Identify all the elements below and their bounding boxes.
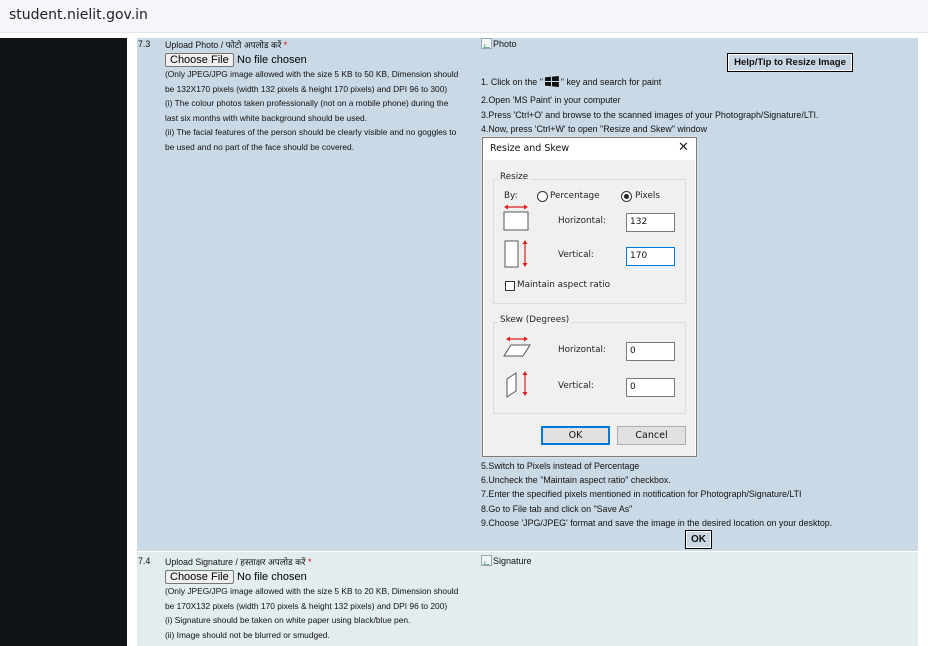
photo-file-status: No file chosen xyxy=(237,54,307,66)
dialog-cancel-button: Cancel xyxy=(617,426,686,445)
photo-item-number: 7.3 xyxy=(138,39,151,49)
skew-vertical-label: Vertical: xyxy=(558,381,594,391)
resize-horizontal-icon xyxy=(503,203,531,233)
broken-image-icon xyxy=(481,555,492,566)
help-step-1: 1. Click on the " " key and search for paint xyxy=(481,77,662,87)
skew-vertical-icon xyxy=(505,370,533,400)
dialog-body xyxy=(484,160,695,456)
photo-instructions: (Only JPEG/JPG image allowed with the size 5 KB to 50 KB, Dimension should be 132X170 pixels (width 132 pixels & height 170 pixels) and DPI 96 to 300) (i) The colour photos taken professionally (not on a mobile phone) during the last six months with white background should be used. (ii) The facial features of the person should be clearly visible and no goggles to be used and no part of the face should be covered. xyxy=(165,69,459,152)
signature-label: Upload Signature / हस्ताक्षर अपलोड करें * xyxy=(165,557,312,567)
skew-vertical-field: 0 xyxy=(626,378,675,397)
pixels-label: Pixels xyxy=(635,191,660,201)
skew-group-title: Skew (Degrees) xyxy=(500,315,570,325)
resize-horizontal-field: 132 xyxy=(626,213,675,232)
skew-horizontal-label: Horizontal: xyxy=(558,345,606,355)
address-bar[interactable] xyxy=(0,0,928,33)
photo-preview-image: Photo xyxy=(481,38,517,49)
windows-key-icon xyxy=(545,76,559,87)
resize-vertical-icon xyxy=(504,239,532,269)
percentage-label: Percentage xyxy=(550,191,600,201)
url-text: student.nielit.gov.in xyxy=(9,7,148,23)
left-sidebar xyxy=(0,38,127,646)
maintain-aspect-label: Maintain aspect ratio xyxy=(517,280,610,290)
skew-horizontal-field: 0 xyxy=(626,342,675,361)
dialog-title: Resize and Skew xyxy=(490,143,570,154)
help-steps-bottom: 5.Switch to Pixels instead of Percentage 6.Uncheck the "Maintain aspect ratio" checkbox. 7.Enter the specified pixels mentioned in notification for Photograph/Signature/LTI 8.Go to File tab and click on "Save As" 9.Choose 'JPG/JPEG' format and save the image in the desired location on your desktop. xyxy=(481,461,833,528)
photo-label: Upload Photo / फोटो अपलोड करें * xyxy=(165,40,288,50)
maintain-aspect-checkbox xyxy=(505,281,515,291)
resize-skew-dialog xyxy=(482,137,697,457)
page-gutter xyxy=(127,38,137,646)
resize-group-title: Resize xyxy=(500,172,529,182)
signature-preview-image: Signature xyxy=(481,555,532,566)
by-label: By: xyxy=(504,191,518,201)
resize-help-button[interactable]: Help/Tip to Resize Image xyxy=(727,53,853,72)
resize-vertical-field: 170 xyxy=(626,247,675,266)
pixels-radio xyxy=(621,191,632,202)
close-icon: ✕ xyxy=(678,139,689,154)
broken-image-icon xyxy=(481,38,492,49)
signature-choose-file-button[interactable]: Choose File xyxy=(165,570,234,584)
resize-vertical-label: Vertical: xyxy=(558,250,594,260)
help-ok-button[interactable]: OK xyxy=(685,530,712,549)
dialog-ok-button: OK xyxy=(541,426,610,445)
help-steps-top: 2.Open 'MS Paint' in your computer 3.Press 'Ctrl+O' and browse to the scanned images of your Photograph/Signature/LTI. 4.Now, press 'Ctrl+W' to open "Resize and Skew" window xyxy=(481,95,819,134)
skew-horizontal-icon xyxy=(503,335,533,361)
signature-item-number: 7.4 xyxy=(138,556,151,566)
photo-choose-file-button[interactable]: Choose File xyxy=(165,53,234,67)
signature-instructions: (Only JPEG/JPG image allowed with the size 5 KB to 20 KB, Dimension should be 170X132 pixels (width 170 pixels & height 132 pixels) and DPI 96 to 200) (i) Signature should be taken on white paper using black/blue pen. (ii) Image should not be blurred or smudged. xyxy=(165,586,459,640)
signature-file-status: No file chosen xyxy=(237,571,307,583)
resize-horizontal-label: Horizontal: xyxy=(558,216,606,226)
percentage-radio xyxy=(537,191,548,202)
